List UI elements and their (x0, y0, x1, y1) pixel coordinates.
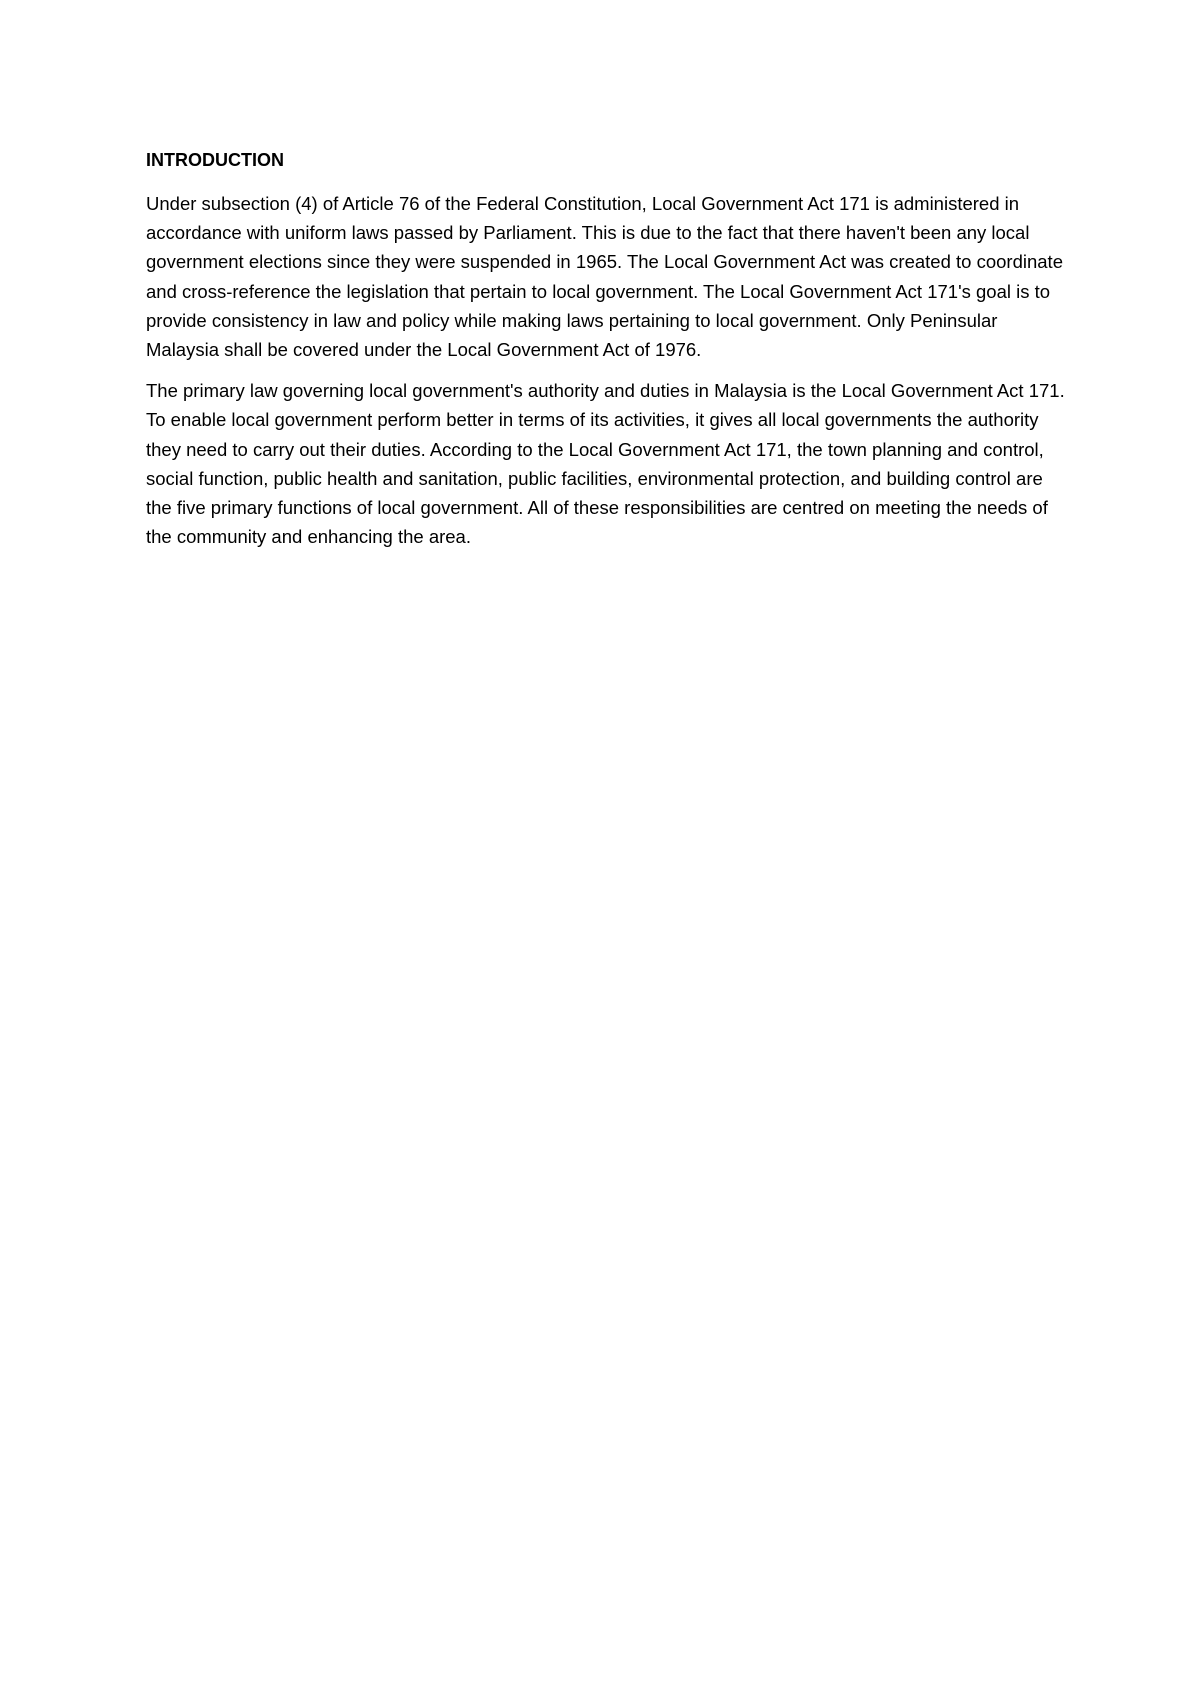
paragraph-1: Under subsection (4) of Article 76 of the Federal Constitution, Local Government Act 171 is administered in accordance with uniform laws passed by Parliament. This is due to the fact that there haven't been any local government elections since they were suspended in 1965. The Local Government Act was created to coordinate and cross-reference the legislation that pertain to local government. The Local Government Act 171's goal is to provide consistency in law and policy while making laws pertaining to local government. Only Peninsular Malaysia shall be covered under the Local Government Act of 1976. (146, 193, 1063, 361)
paragraph-2: The primary law governing local government's authority and duties in Malaysia is the Local Government Act 171. To enable local government perform better in terms of its activities, it gives all local governments the authority they need to carry out their duties. According to the Local Government Act 171, the town planning and control, social function, public health and sanitation, public facilities, environmental protection, and building control are the five primary functions of local government. All of these responsibilities are centred on meeting the needs of the community and enhancing the area. (146, 380, 1065, 548)
document-body (146, 146, 1066, 563)
section-heading: INTRODUCTION (146, 150, 284, 170)
